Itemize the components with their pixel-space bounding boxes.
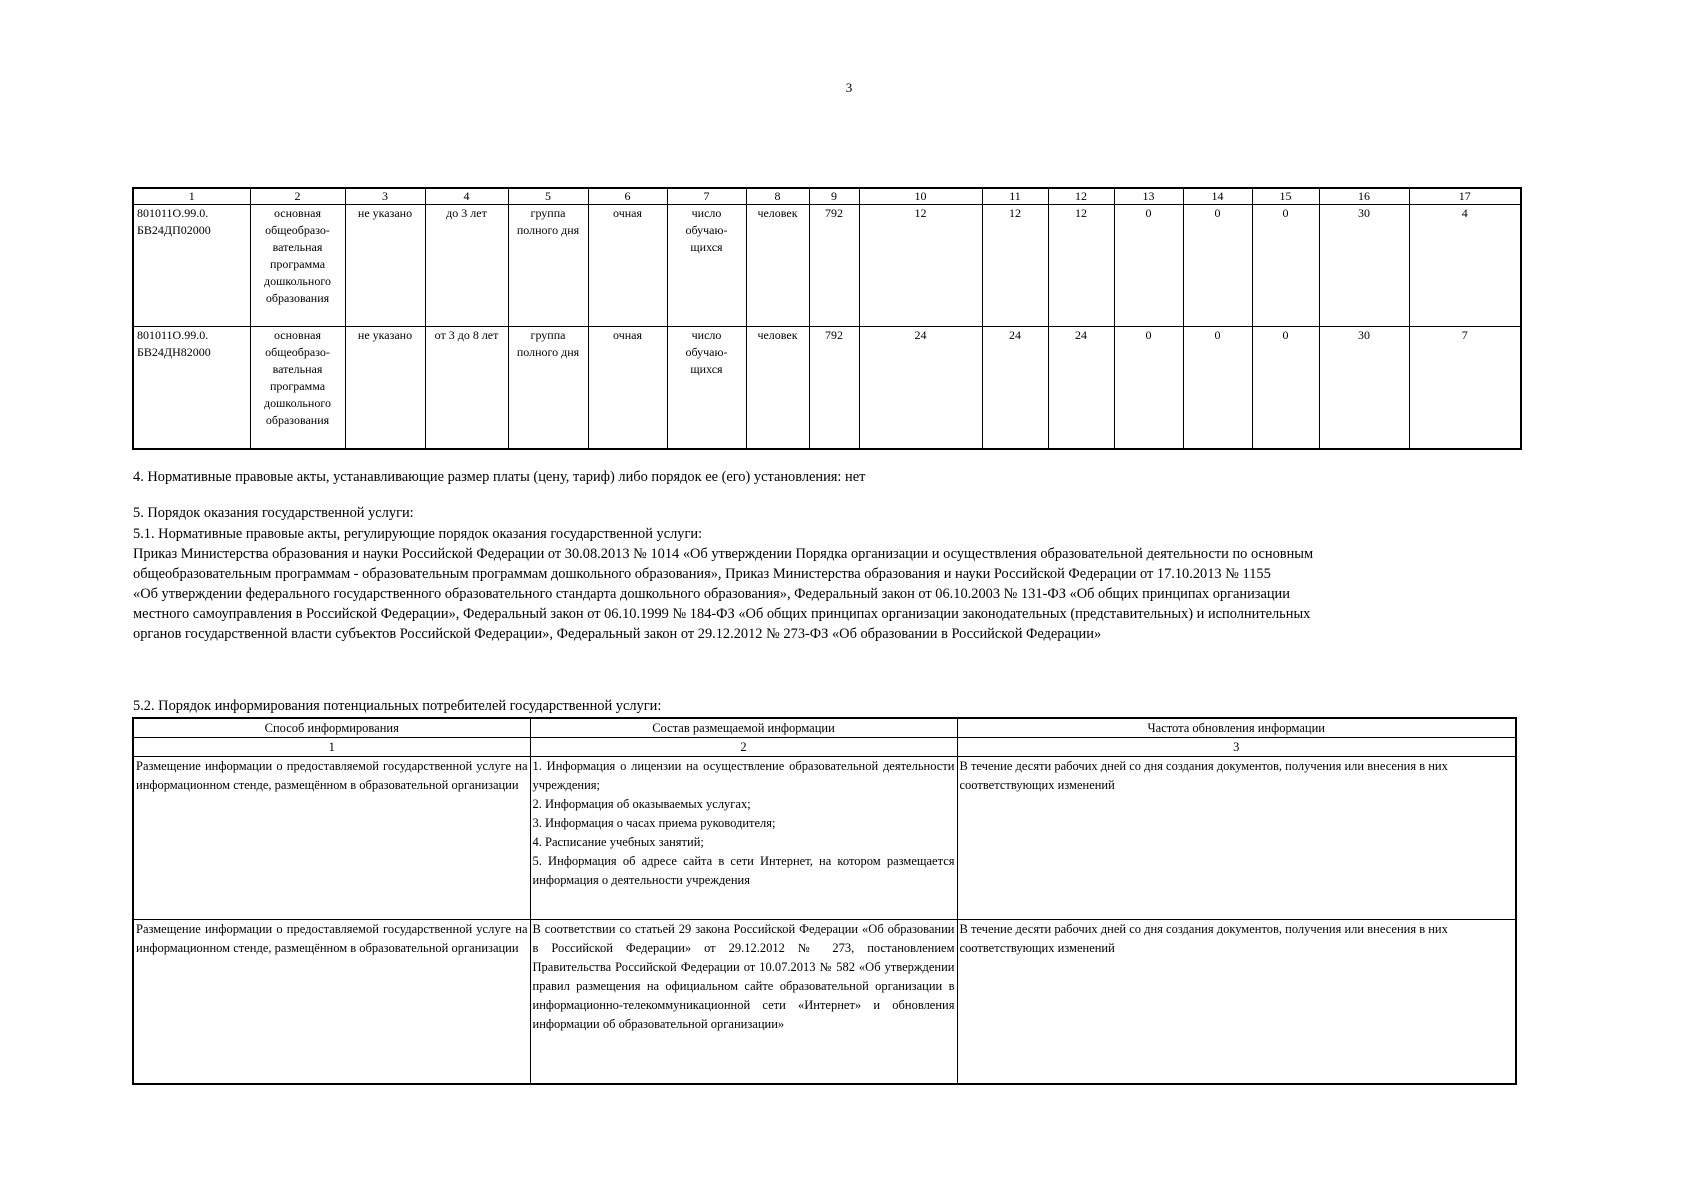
registry-code: 801011О.99.0. БВ24ДН82000 [133,327,250,450]
header-row [133,718,1516,738]
list-item: 1. Информация о лицензии на осуществление образовательной деятельности учреждения; [532,759,955,792]
column-number: 1 [133,188,250,205]
section-5-1-heading: 5.1. Нормативные правовые акты, регулирующие порядок оказания государственной услуги: [133,526,703,542]
column-number: 11 [982,188,1048,205]
column-number: 4 [425,188,508,205]
value-cell: 0 [1252,205,1319,327]
frequency-cell: В течение десяти рабочих дней со дня создания документов, получения или внесения в них соответствующих изменений [957,920,1516,1085]
column-number: 1 [133,738,530,757]
list-item: 3. Информация о часах приема руководителя; [532,816,776,830]
column-number: 3 [345,188,425,205]
value-cell: 24 [1048,327,1114,450]
category-cell: не указано [345,205,425,327]
content-cell [530,757,957,920]
header-method: Способ информирования [133,718,530,738]
indicator-cell: число обучаю- щихся [667,205,746,327]
section-4-text: 4. Нормативные правовые акты, устанавливающие размер платы (цену, тариф) либо порядок ее (его) установления: нет [133,469,866,485]
list-item: 4. Расписание учебных занятий; [532,835,704,849]
unit-cell: человек [746,327,809,450]
value-cell: 30 [1319,327,1409,450]
value-cell: 24 [982,327,1048,450]
group-cell: группа полного дня [508,327,588,450]
table-row [133,327,1521,450]
column-number: 8 [746,188,809,205]
column-number: 5 [508,188,588,205]
list-item: 2. Информация об оказываемых услугах; [532,797,751,811]
program-name: основная общеобразо- вательная программа дошкольного образования [250,205,345,327]
section-5-heading: 5. Порядок оказания государственной услуги: [133,505,414,521]
normative-acts-text: Приказ Министерства образования и науки Российской Федерации от 30.08.2013 № 1014 «Об утверждении Порядка организации и осуществления образовательной деятельности по основным общеобразовательным программам - образовательным программам дошкольного образования», Приказ Министерства образования и науки Российской Федерации от 17.10.2013 № 1155 «Об утверждении федерального государственного образовательного стандарта дошкольного образования», Федеральный закон от 06.10.2003 № 131-ФЗ «Об общих принципах организации местного самоуправления в Российской Федерации», Федеральный закон от 06.10.1999 № 184-ФЗ «Об общих принципах организации законодательных (представительных) и исполнительных органов государственной власти субъектов Российской Федерации», Федеральный закон от 29.12.2012 № 273-ФЗ «Об образовании в Российской Федерации» [133,546,1314,642]
form-cell: очная [588,327,667,450]
column-number: 16 [1319,188,1409,205]
okei-cell: 792 [809,327,859,450]
method-cell: Размещение информации о предоставляемой государственной услуге на информационном стенде, размещённом в образовательной организации [133,757,530,920]
frequency-cell: В течение десяти рабочих дней со дня создания документов, получения или внесения в них соответствующих изменений [957,757,1516,920]
column-number: 6 [588,188,667,205]
column-number: 14 [1183,188,1252,205]
column-number: 3 [957,738,1516,757]
volume-indicators-table [132,187,1522,450]
value-cell: 12 [859,205,982,327]
page-number: 3 [845,80,853,95]
table-row [133,757,1516,920]
form-cell: очная [588,205,667,327]
value-cell: 7 [1409,327,1521,450]
value-cell: 0 [1114,327,1183,450]
column-number: 2 [530,738,957,757]
column-number-row [133,188,1521,205]
column-number: 13 [1114,188,1183,205]
age-cell: до 3 лет [425,205,508,327]
age-cell: от 3 до 8 лет [425,327,508,450]
program-name: основная общеобразо- вательная программа дошкольного образования [250,327,345,450]
group-cell: группа полного дня [508,205,588,327]
unit-cell: человек [746,205,809,327]
column-number: 15 [1252,188,1319,205]
informing-table [132,717,1517,1085]
value-cell: 0 [1114,205,1183,327]
list-item: 5. Информация об адресе сайта в сети Интернет, на котором размещается информация о деятельности учреждения [532,854,955,887]
content-cell: В соответствии со статьей 29 закона Российской Федерации «Об образовании в Российской Федерации» от 29.12.2012 № 273, постановлением Правительства Российской Федерации от 10.07.2013 № 582 «Об утверждении правил размещения на официальном сайте образовательной организации в информационно-телекоммуникационной сети «Интернет» и обновления информации об образовательной организации» [530,920,957,1085]
value-cell: 4 [1409,205,1521,327]
value-cell: 12 [982,205,1048,327]
header-frequency: Частота обновления информации [957,718,1516,738]
okei-cell: 792 [809,205,859,327]
table-row [133,205,1521,327]
section-5-2-heading: 5.2. Порядок информирования потенциальных потребителей государственной услуги: [133,698,662,714]
value-cell: 30 [1319,205,1409,327]
column-number-row [133,738,1516,757]
header-content: Состав размещаемой информации [530,718,957,738]
value-cell: 0 [1183,327,1252,450]
category-cell: не указано [345,327,425,450]
method-cell: Размещение информации о предоставляемой государственной услуге на информационном стенде, размещённом в образовательной организации [133,920,530,1085]
column-number: 7 [667,188,746,205]
value-cell: 12 [1048,205,1114,327]
registry-code: 801011О.99.0. БВ24ДП02000 [133,205,250,327]
value-cell: 0 [1252,327,1319,450]
indicator-cell: число обучаю- щихся [667,327,746,450]
column-number: 10 [859,188,982,205]
column-number: 2 [250,188,345,205]
value-cell: 24 [859,327,982,450]
table-row [133,920,1516,1085]
column-number: 17 [1409,188,1521,205]
column-number: 9 [809,188,859,205]
value-cell: 0 [1183,205,1252,327]
column-number: 12 [1048,188,1114,205]
